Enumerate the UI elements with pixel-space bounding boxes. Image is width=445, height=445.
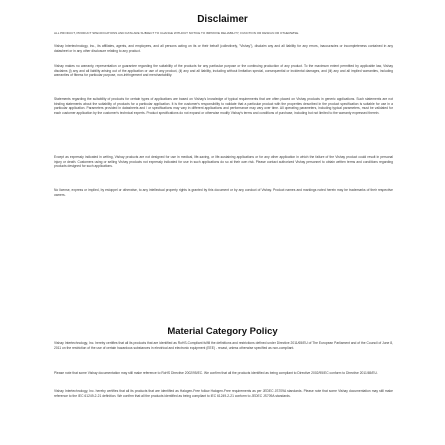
disclaimer-title: Disclaimer [197, 14, 248, 25]
disclaimer-paragraph: No license, express or implied, by estoppel or otherwise, to any intellectual property rights is granted by this document or by any conduct of Vishay. Product names and markings noted herein may be trademarks of their respective owners. [54, 188, 393, 197]
disclaimer-paragraph: Vishay makes no warranty, representation or guarantee regarding the suitability of the products for any particular purpose or the continuing production of any product. To the maximum extent permitted by applicable law, Vishay disclaims (i) any and all liability arising out of the application or use of any product, (ii) any and all liability, including without limitation special, consequential or incidental damages, and (iii) any and all implied warranties, including warranties of fitness for particular purpose, non-infringement and merchantability. [54, 64, 393, 78]
disclaimer-paragraph: ALL PRODUCT, PRODUCT SPECIFICATIONS AND DATA ARE SUBJECT TO CHANGE WITHOUT NOTICE TO IMPROVE RELIABILITY, FUNCTION OR DESIGN OR OTHERWISE. [54, 31, 300, 35]
disclaimer-paragraph: Statements regarding the suitability of products for certain types of applications are based on Vishay's knowledge of typical requirements that are often placed on Vishay products in generic applications. Such statements are not binding statements about the suitability of products for a particular application. It is the customer's responsibility to validate that a particular product with the properties described in the product specification is suitable for use in a particular application. Parameters provided in datasheets and / or specifications may vary in different applications and performance may vary over time. All operating parameters, including typical parameters, must be validated for each customer application by the customer's technical experts. Product specifications do not expand or otherwise modify Vishay's terms and conditions of purchase, including but not limited to the warranty expressed therein. [54, 97, 393, 115]
disclaimer-paragraph: Except as expressly indicated in writing, Vishay products are not designed for use in medical, life-saving, or life-sustaining applications or for any other application in which the failure of the Vishay product could result in personal injury or death. Customers using or selling Vishay products not expressly indicated for use in such applications do so at their own risk. Please contact authorized Vishay personnel to obtain written terms and conditions regarding products designed for such applications. [54, 155, 393, 169]
disclaimer-paragraph: Vishay Intertechnology, Inc., its affiliates, agents, and employees, and all persons acting on its or their behalf (collectively, "Vishay"), disclaim any and all liability for any errors, inaccuracies or incompleteness contained in any datasheet or in any other disclosure relating to any product. [54, 44, 393, 53]
material-policy-paragraph: Vishay Intertechnology, Inc. hereby certifies that all its products that are identified as RoHS-Compliant fulfill the definitions and restrictions defined under Directive 2011/65/EU of The European Parliament and of the Council of June 8, 2011 on the restriction of the use of certain hazardous substances in electrical and electronic equipment (EEE) - recast, unless otherwise specified as non-compliant. [54, 341, 393, 350]
material-policy-paragraph: Please note that some Vishay documentation may still make reference to RoHS Directive 2002/95/EC. We confirm that all the products identified as being compliant to Directive 2002/95/EC conform to Directive 2011/65/EU. [54, 371, 378, 375]
material-policy-paragraph: Vishay Intertechnology, Inc. hereby certifies that all its products that are identified as Halogen-Free follow Halogen-Free requirements as per JEDEC JS709A standards. Please note that some Vishay documentation may still make reference to the IEC 61249-2-21 definition. We confirm that all the products identified as being compliant to IEC 61249-2-21 conform to JEDEC JS709A standards. [54, 389, 393, 398]
material-policy-title: Material Category Policy [167, 326, 278, 337]
